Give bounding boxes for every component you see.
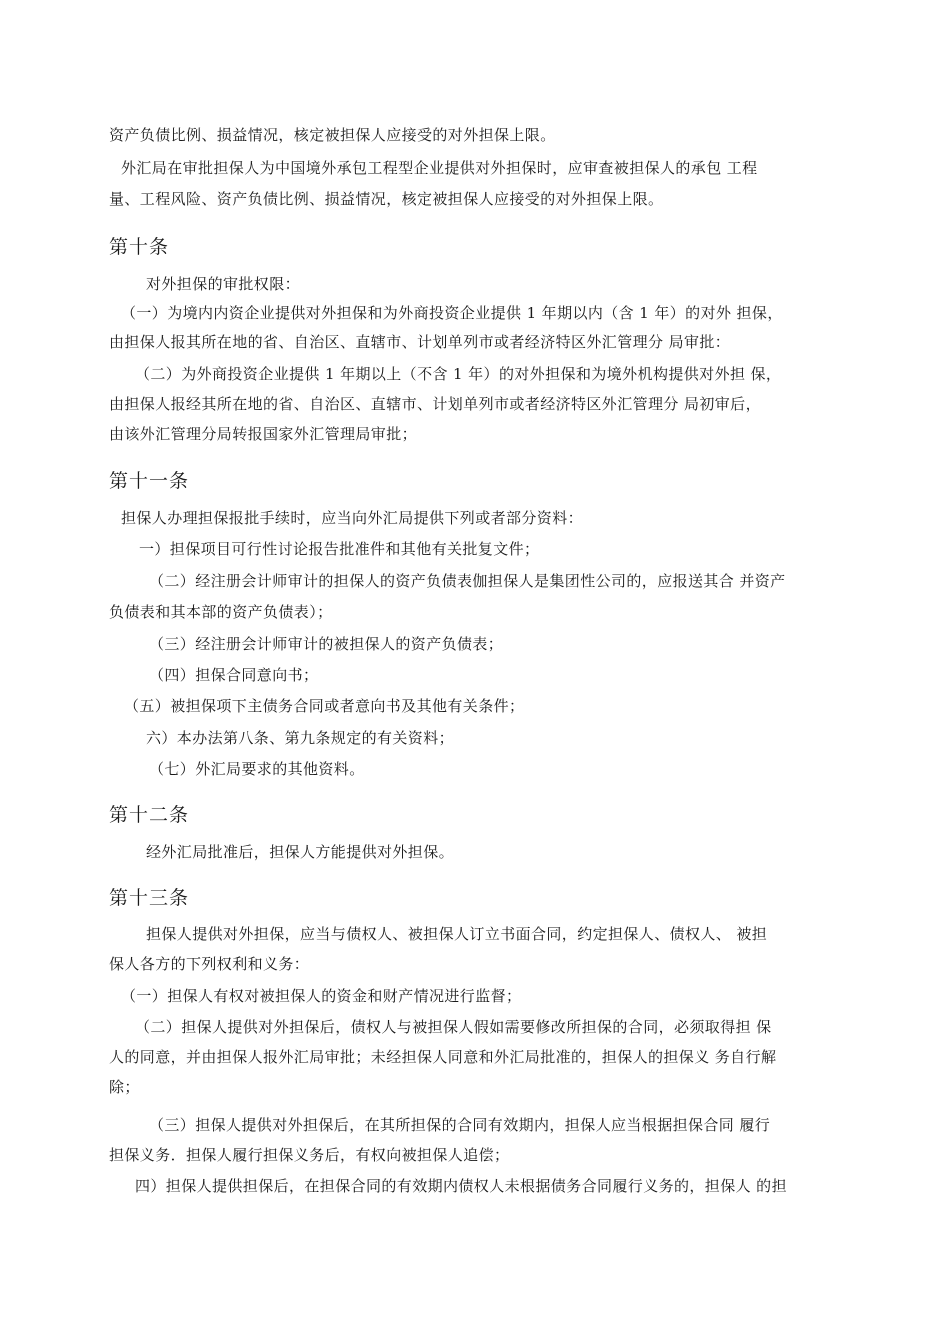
paragraph-line: 外汇局在审批担保人为中国境外承包工程型企业提供对外担保时，应审查被担保人的承包 工程 (121, 159, 758, 177)
paragraph-line: 六）本办法第八条、第九条规定的有关资料； (146, 729, 455, 747)
paragraph-line: （五）被担保项下主债务合同或者意向书及其他有关条件； (124, 697, 525, 715)
paragraph-line: 四）担保人提供担保后，在担保合同的有效期内债权人未根据债务合同履行义务的，担保人 的担 (135, 1177, 787, 1195)
paragraph-line: 对外担保的审批权限： (146, 275, 301, 293)
paragraph-line: 负债表和其本部的资产负债表）； (109, 603, 333, 621)
paragraph-line: 人的同意，并由担保人报外汇局审批；未经担保人同意和外汇局批准的，担保人的担保义 务自行解 (109, 1048, 777, 1066)
paragraph-line: 一）担保项目可行性讨论报告批准件和其他有关批复文件； (139, 540, 540, 558)
paragraph-line: （三）担保人提供对外担保后，在其所担保的合同有效期内，担保人应当根据担保合同 履行 (149, 1116, 771, 1134)
paragraph-line: （一）为境内内资企业提供对外担保和为外商投资企业提供 1 年期以内（含 1 年）的对外 担保， (121, 304, 783, 322)
article-11-heading: 第十一条 (109, 470, 190, 492)
paragraph-line: 担保人提供对外担保，应当与债权人、被担保人订立书面合同，约定担保人、债权人、 被担 (146, 925, 768, 943)
paragraph-line: 保人各方的下列权利和义务： (109, 955, 310, 973)
paragraph-line: （二）经注册会计师审计的担保人的资产负债表伽担保人是集团性公司的，应报送其合 并资产 (149, 572, 786, 590)
article-10-heading: 第十条 (109, 236, 170, 258)
paragraph-line: （二）为外商投资企业提供 1 年期以上（不含 1 年）的对外担保和为境外机构提供对外担 保， (135, 365, 782, 383)
paragraph-line: 由担保人报其所在地的省、自治区、直辖市、计划单列市或者经济特区外汇管理分 局审批： (109, 333, 731, 351)
paragraph-line: 经外汇局批准后，担保人方能提供对外担保。 (146, 843, 455, 861)
paragraph-line: 担保人办理担保报批手续时，应当向外汇局提供下列或者部分资料： (121, 509, 584, 527)
article-12-heading: 第十二条 (109, 804, 190, 826)
paragraph-line: 资产负债比例、损益情况，核定被担保人应接受的对外担保上限。 (109, 126, 556, 144)
paragraph-line: 由该外汇管理分局转报国家外汇管理局审批； (109, 425, 418, 443)
paragraph-line: 量、工程风险、资产负债比例、损益情况，核定被担保人应接受的对外担保上限。 (109, 190, 664, 208)
paragraph-line: 担保义务．担保人履行担保义务后，有权向被担保人追偿； (109, 1146, 510, 1164)
paragraph-line: 由担保人报经其所在地的省、自治区、直辖市、计划单列市或者经济特区外汇管理分 局初审后， (109, 395, 761, 413)
paragraph-line: （二）担保人提供对外担保后，债权人与被担保人假如需要修改所担保的合同，必须取得担 保 (135, 1018, 772, 1036)
paragraph-line: （一）担保人有权对被担保人的资金和财产情况进行监督； (121, 987, 522, 1005)
paragraph-line: 除； (109, 1078, 140, 1096)
paragraph-line: （四）担保合同意向书； (149, 666, 319, 684)
article-13-heading: 第十三条 (109, 887, 190, 909)
paragraph-line: （七）外汇局要求的其他资料。 (149, 760, 365, 778)
paragraph-line: （三）经注册会计师审计的被担保人的资产负债表； (149, 635, 504, 653)
